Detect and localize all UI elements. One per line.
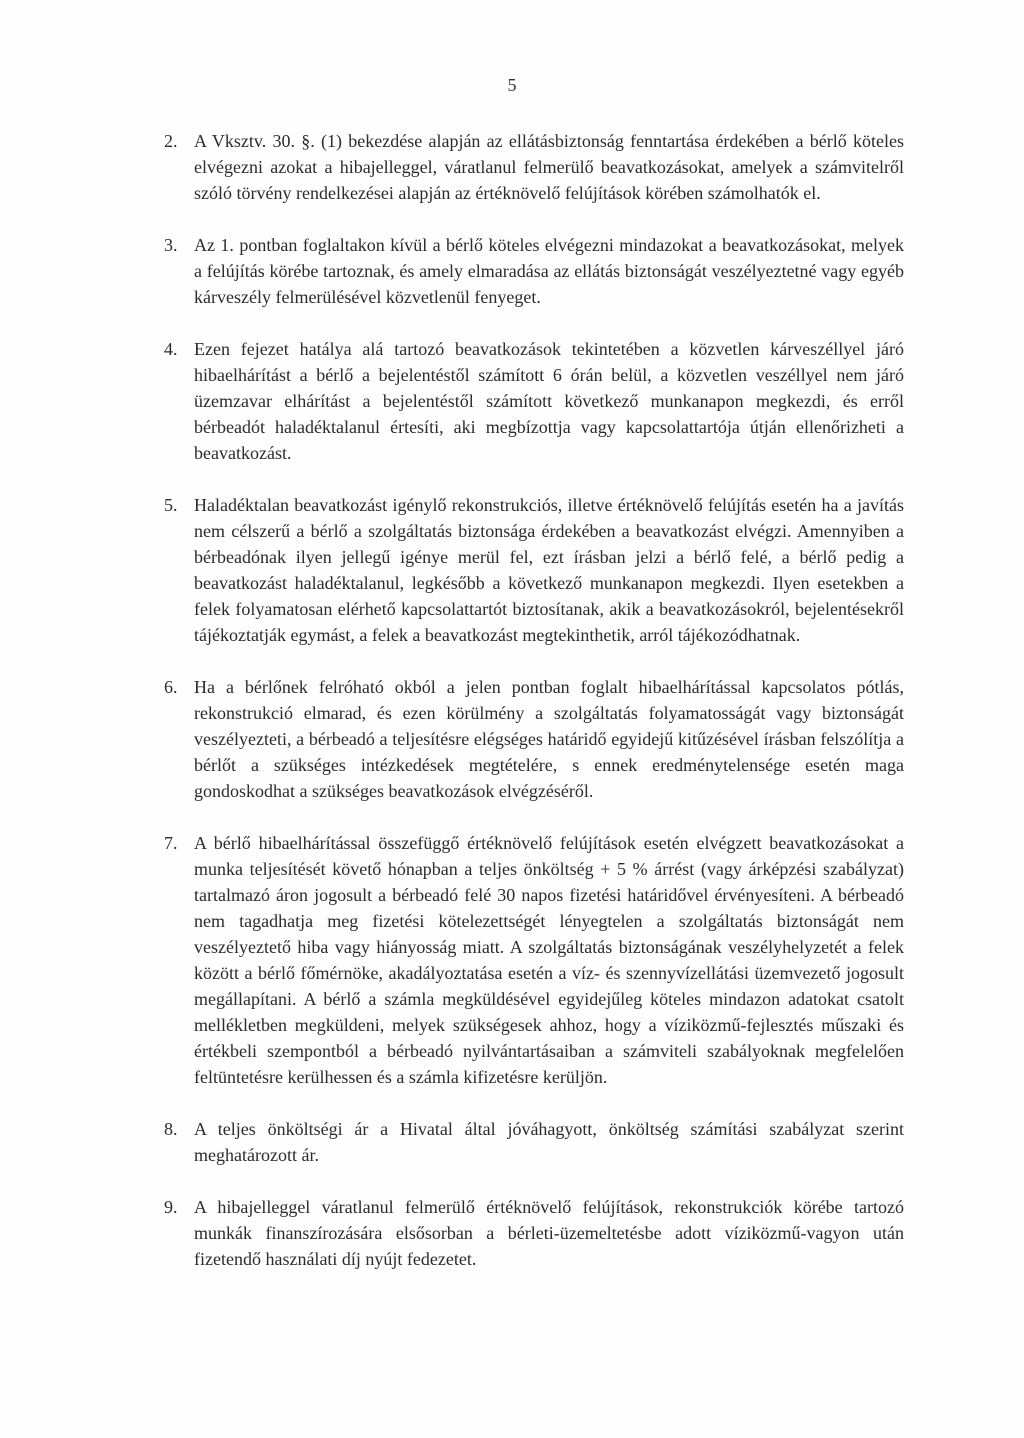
list-item: [164, 128, 904, 206]
list-item: [164, 232, 904, 310]
list-item: [164, 1116, 904, 1168]
item-text: Ha a bérlőnek felróható okból a jelen pontban foglalt hibaelhárítással kapcsolatos pótlás, rekonstrukció elmarad, és ezen körülmény a szolgáltatás folyamatosságát vagy biztonságát veszélyezteti, a bérbeadó a teljesítésre elégséges határidő egyidejű kitűzésével írásban felszólítja a bérlőt a szükséges intézkedések megtételére, s ennek eredménytelensége esetén maga gondoskodhat a szükséges beavatkozások elvégzéséről.: [194, 677, 904, 801]
item-number: 9.: [164, 1197, 178, 1217]
list-item: [164, 336, 904, 466]
item-text: Haladéktalan beavatkozást igénylő rekonstrukciós, illetve értéknövelő felújítás esetén ha a javítás nem célszerű a bérlő a szolgáltatás biztonsága érdekében a beavatkozást elvégzi. Amennyiben a bérbeadónak ilyen jellegű igénye merül fel, ezt írásban jelzi a bérlő felé, a bérlő pedig a beavatkozást haladéktalanul, legkésőbb a következő munkanapon megkezdi. Ilyen esetekben a felek folyamatosan elérhető kapcsolattartót biztosítanak, akik a beavatkozásokról, bejelentésekről tájékoztatják egymást, a felek a beavatkozást megtekinthetik, arról tájékozódhatnak.: [194, 495, 904, 645]
item-text: A bérlő hibaelhárítással összefüggő értéknövelő felújítások esetén elvégzett beavatkozásokat a munka teljesítését követő hónapban a teljes önköltség + 5 % árrést (vagy árképzési szabályzat) tartalmazó áron jogosult a bérbeadó felé 30 napos fizetési határidővel érvényesíteni. A bérbeadó nem tagadhatja meg fizetési kötelezettségét lényegtelen a szolgáltatás biztonságát nem veszélyeztető hiba vagy hiányosság miatt. A szolgáltatás biztonságának veszélyhelyzetét a felek között a bérlő főmérnöke, akadályoztatása esetén a víz- és szennyvízellátási üzemvezető jogosult megállapítani. A bérlő a számla megküldésével egyidejűleg köteles mindazon adatokat csatolt mellékletben megküldeni, melyek szükségesek ahhoz, hogy a víziközmű-fejlesztés műszaki és értékbeli szempontból a bérbeadó nyilvántartásaiban a számviteli szabályoknak megfelelően feltüntetésre kerülhessen és a számla kifizetésre kerüljön.: [194, 833, 904, 1087]
list-item: [164, 1194, 904, 1272]
item-text: A teljes önköltségi ár a Hivatal által jóváhagyott, önköltség számítási szabályzat szerint meghatározott ár.: [194, 1119, 904, 1165]
item-number: 6.: [164, 677, 178, 697]
item-number: 4.: [164, 339, 178, 359]
page-number: 5: [507, 75, 517, 95]
item-number: 7.: [164, 833, 178, 853]
item-number: 3.: [164, 235, 178, 255]
list-item: [164, 674, 904, 804]
numbered-list: [164, 128, 904, 1298]
item-text: A Vksztv. 30. §. (1) bekezdése alapján az ellátásbiztonság fenntartása érdekében a bérlő köteles elvégezni azokat a hibajelleggel, váratlanul felmerülő beavatkozásokat, amelyek a számvitelről szóló törvény rendelkezései alapján az értéknövelő felújítások körében számolhatók el.: [194, 131, 904, 203]
item-text: Az 1. pontban foglaltakon kívül a bérlő köteles elvégezni mindazokat a beavatkozásokat, melyek a felújítás körébe tartoznak, és amely elmaradása az ellátás biztonságát veszélyeztetné vagy egyéb kárveszély felmerülésével közvetlenül fenyeget.: [194, 235, 904, 307]
list-item: [164, 830, 904, 1090]
item-number: 5.: [164, 495, 178, 515]
item-number: 8.: [164, 1119, 178, 1139]
list-item: [164, 492, 904, 648]
item-number: 2.: [164, 131, 178, 151]
item-text: Ezen fejezet hatálya alá tartozó beavatkozások tekintetében a közvetlen kárveszéllyel járó hibaelhárítást a bérlő a bejelentéstől számított 6 órán belül, a közvetlen veszéllyel nem járó üzemzavar elhárítást a bejelentéstől számított következő munkanapon megkezdi, és erről bérbeadót haladéktalanul értesíti, aki megbízottja vagy kapcsolattartója útján ellenőrizheti a beavatkozást.: [194, 339, 904, 463]
item-text: A hibajelleggel váratlanul felmerülő értéknövelő felújítások, rekonstrukciók körébe tartozó munkák finanszírozására elsősorban a bérleti-üzemeltetésbe adott víziközmű-vagyon után fizetendő használati díj nyújt fedezetet.: [194, 1197, 904, 1269]
